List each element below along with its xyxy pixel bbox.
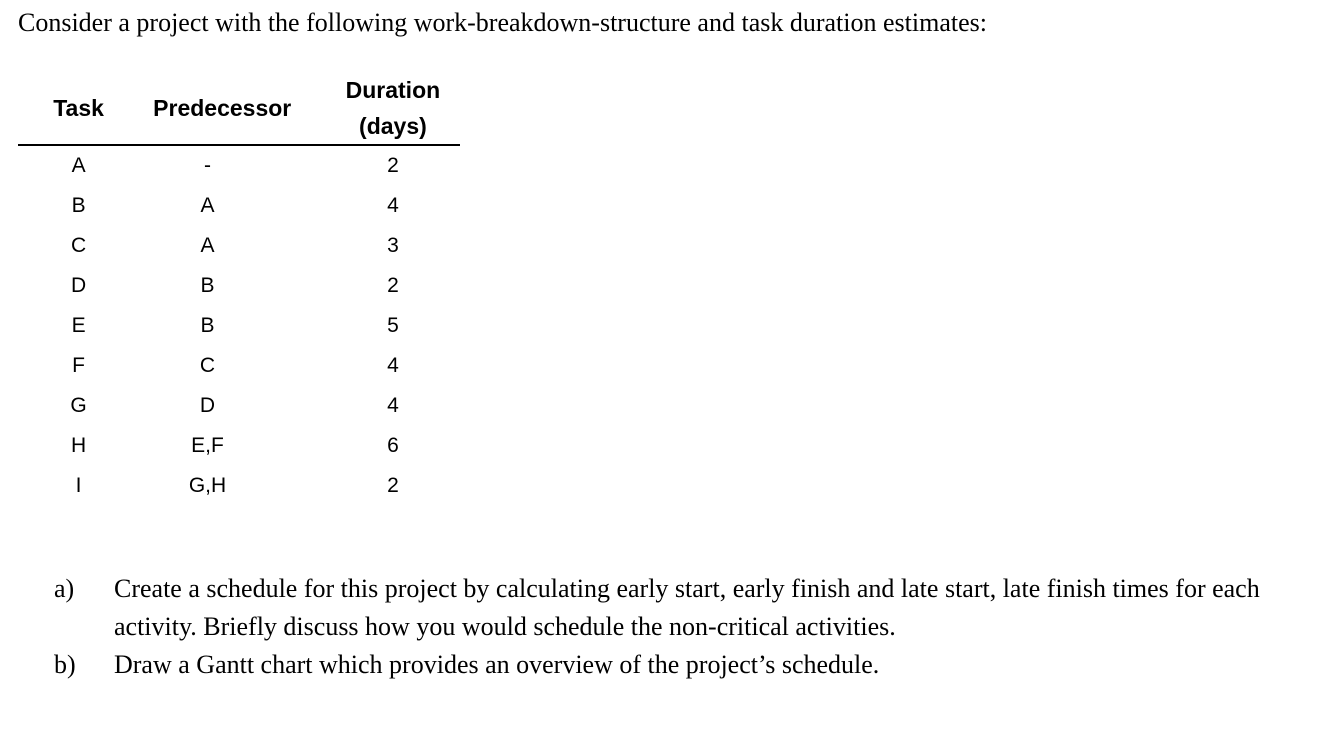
table-row: [18, 226, 460, 266]
table-row: [18, 145, 460, 186]
predecessor-cell: C: [199, 354, 216, 377]
question-item: [54, 646, 1304, 684]
intro-text: Consider a project with the following work-breakdown-structure and task duration estimates:: [18, 8, 987, 37]
table-row: [18, 386, 460, 426]
header-predecessor: Predecessor: [139, 72, 326, 145]
question-list: [54, 570, 1304, 684]
predecessor-cell: B: [200, 314, 215, 337]
predecessor-cell: E,F: [191, 434, 224, 457]
table-row: [18, 466, 460, 506]
table-row: [18, 266, 460, 306]
header-task: Task: [18, 72, 139, 145]
task-cell: C: [71, 234, 87, 257]
table-row: [18, 186, 460, 226]
task-cell: H: [71, 434, 87, 457]
task-cell: B: [71, 194, 86, 217]
task-cell: I: [75, 474, 82, 497]
question-marker: a): [54, 574, 75, 603]
duration-cell: 4: [387, 194, 399, 217]
question-item: [54, 570, 1304, 646]
task-cell: F: [72, 354, 85, 377]
duration-cell: 3: [387, 234, 399, 257]
duration-cell: 2: [387, 274, 399, 297]
task-cell: G: [70, 394, 87, 417]
table-row: [18, 306, 460, 346]
header-duration-line1: Duration: [345, 77, 441, 103]
predecessor-cell: A: [200, 234, 215, 257]
question-marker: b): [54, 650, 76, 679]
header-duration: [326, 72, 460, 145]
predecessor-cell: A: [200, 194, 215, 217]
table-row: [18, 346, 460, 386]
task-cell: A: [71, 154, 86, 177]
duration-cell: 2: [387, 474, 399, 497]
predecessor-cell: G,H: [188, 474, 227, 497]
header-duration-line2: (days): [359, 113, 427, 139]
task-table: [18, 72, 460, 506]
duration-cell: 2: [387, 154, 399, 177]
predecessor-cell: D: [199, 394, 216, 417]
question-text: Draw a Gantt chart which provides an overview of the project’s schedule.: [114, 650, 880, 679]
table-header-row: [18, 72, 460, 145]
table-body: [18, 145, 460, 506]
duration-cell: 4: [387, 354, 399, 377]
duration-cell: 5: [387, 314, 399, 337]
duration-cell: 6: [387, 434, 399, 457]
task-cell: D: [71, 274, 87, 297]
predecessor-cell: B: [200, 274, 215, 297]
duration-cell: 4: [387, 394, 399, 417]
table-row: [18, 426, 460, 466]
question-text: Create a schedule for this project by calculating early start, early finish and late start, late finish times for each activity. Briefly discuss how you would schedule the non-critical activities.: [114, 574, 1260, 641]
predecessor-cell: -: [203, 154, 211, 177]
task-cell: E: [71, 314, 86, 337]
